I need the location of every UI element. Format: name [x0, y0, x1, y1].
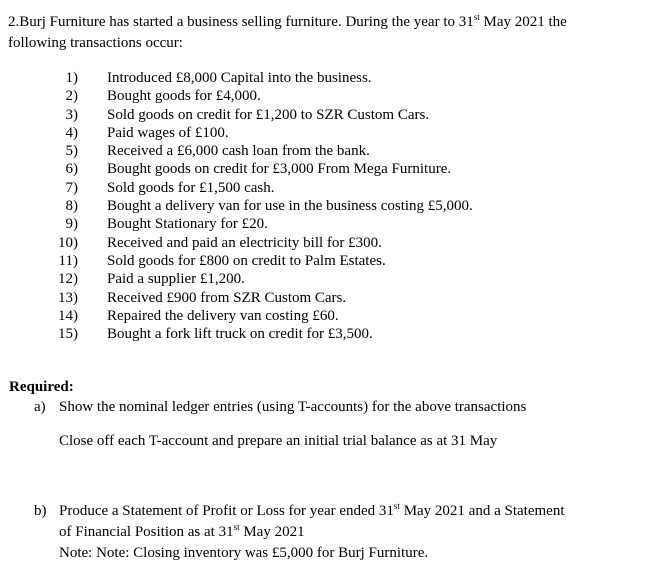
transaction-number: 14): [58, 307, 78, 324]
transaction-item: [0, 197, 659, 215]
transaction-number: 6): [65, 161, 78, 178]
transaction-item: [0, 307, 659, 325]
transaction-text: Bought a fork lift truck on credit for £3,500.: [107, 326, 373, 343]
transaction-text: Sold goods on credit for £1,200 to SZR Custom Cars.: [107, 106, 430, 123]
transaction-number: 5): [65, 143, 78, 160]
transaction-item: [0, 270, 659, 288]
transaction-number: 9): [65, 216, 78, 233]
transaction-number: 7): [65, 179, 78, 196]
part-b-line-1: Produce a Statement of Profit or Loss for year ended 31st May 2021 and a Statement: [59, 501, 565, 519]
transaction-text: Paid a supplier £1,200.: [107, 271, 245, 288]
transaction-text: Introduced £8,000 Capital into the business.: [107, 70, 372, 86]
transaction-text: Paid wages of £100.: [107, 124, 229, 141]
transaction-item: [0, 160, 659, 178]
transaction-item: [0, 87, 659, 105]
transaction-text: Bought Stationary for £20.: [107, 216, 268, 233]
transaction-text: Received £900 from SZR Custom Cars.: [107, 289, 347, 306]
transaction-item: [0, 106, 659, 124]
intro-line-2: following transactions occur:: [8, 35, 183, 51]
transaction-number: 15): [58, 326, 78, 343]
transaction-number: 12): [58, 271, 78, 288]
transaction-item: [0, 234, 659, 252]
transaction-item: [0, 124, 659, 142]
transaction-item: [0, 252, 659, 270]
transaction-item: [0, 289, 659, 307]
transaction-text: Sold goods for £1,500 cash.: [107, 179, 275, 196]
transaction-text: Repaired the delivery van costing £60.: [107, 307, 339, 324]
transaction-item: [0, 179, 659, 197]
transaction-number: 11): [58, 252, 78, 269]
part-a-letter: a): [34, 399, 46, 415]
part-b-note: Note: Note: Closing inventory was £5,000 for Burj Furniture.: [59, 545, 429, 561]
required-heading: Required:: [9, 379, 74, 395]
transaction-number: 4): [65, 124, 78, 141]
part-a-line-2: Close off each T-account and prepare an initial trial balance as at 31 May: [59, 433, 498, 449]
question-intro: [8, 12, 648, 54]
transaction-text: Sold goods for £800 on credit to Palm Estates.: [107, 252, 386, 269]
part-b-line-2: of Financial Position as at 31st May 2021: [59, 522, 305, 540]
transaction-number: 13): [58, 289, 78, 306]
transaction-number: 2): [65, 88, 78, 105]
transaction-item: [0, 215, 659, 233]
transaction-text: Bought a delivery van for use in the business costing £5,000.: [107, 198, 473, 215]
transaction-item: [0, 69, 659, 87]
transaction-list: [0, 69, 659, 343]
transaction-item: [0, 142, 659, 160]
intro-line-1: 2.Burj Furniture has started a business selling furniture. During the year to 31st May 2021 the: [8, 12, 567, 30]
part-b-letter: b): [34, 503, 47, 519]
part-a-line-1: Show the nominal ledger entries (using T-accounts) for the above transactions: [59, 399, 527, 415]
transaction-text: Received a £6,000 cash loan from the bank.: [107, 143, 370, 160]
transaction-text: Received and paid an electricity bill for £300.: [107, 234, 382, 251]
transaction-number: 3): [65, 106, 78, 123]
transaction-item: [0, 325, 659, 343]
transaction-number: 8): [65, 198, 78, 215]
transaction-number: 10): [58, 234, 78, 251]
transaction-text: Bought goods for £4,000.: [107, 88, 261, 105]
transaction-text: Bought goods on credit for £3,000 From Mega Furniture.: [107, 161, 452, 178]
transaction-number: 1): [65, 70, 78, 86]
